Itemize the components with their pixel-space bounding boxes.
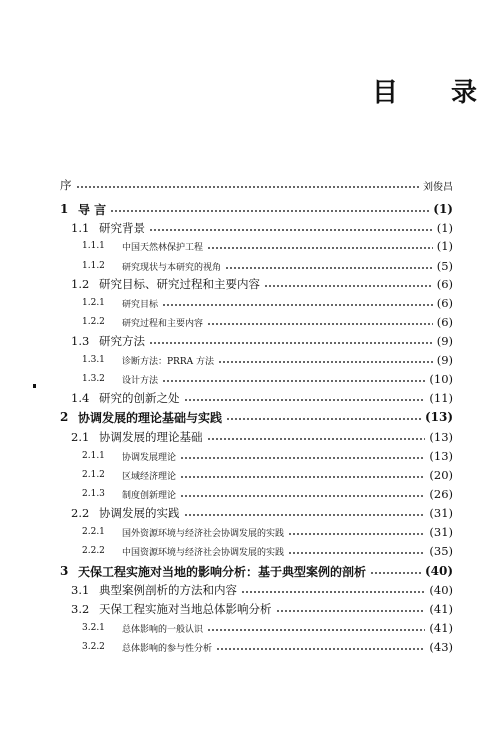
toc-entry-title: 设计方法 bbox=[122, 375, 159, 386]
toc-entry-title: 研究的创新之处 bbox=[99, 391, 180, 405]
toc-entry-page: (13) bbox=[429, 449, 453, 463]
toc-leader-dots bbox=[162, 304, 433, 306]
toc-leader-dots bbox=[226, 418, 421, 420]
toc-leader-dots bbox=[225, 267, 433, 269]
toc-entry-title: 研究过程和主要内容 bbox=[122, 318, 204, 329]
toc-entry-title: 总体影响的参与性分析 bbox=[122, 643, 213, 654]
toc-entry-title: 研究背景 bbox=[99, 221, 145, 235]
toc-entry-page: (6) bbox=[436, 296, 453, 310]
toc-entry-page: (9) bbox=[436, 353, 453, 367]
toc-entry bbox=[60, 562, 453, 580]
toc-entry-page: (11) bbox=[429, 391, 453, 405]
toc-leader-dots bbox=[162, 380, 425, 382]
toc-leader-dots bbox=[276, 610, 426, 612]
toc-entry bbox=[82, 447, 453, 465]
toc-entry bbox=[82, 257, 453, 275]
toc-entry bbox=[60, 200, 453, 218]
toc-entry-number: 1.1.1 bbox=[82, 241, 105, 251]
toc-leader-dots bbox=[264, 285, 433, 287]
toc-entry bbox=[71, 600, 453, 618]
toc-entry-title: 研究目标 bbox=[122, 299, 159, 310]
toc-entry-page: 刘俊昌 bbox=[423, 181, 453, 193]
toc-entry-page: (9) bbox=[436, 334, 453, 348]
toc-entry-number: 1.2.1 bbox=[82, 298, 105, 308]
toc-entry-number: 2 bbox=[60, 410, 69, 424]
toc-entry-page: (41) bbox=[429, 602, 453, 616]
toc-entry-number: 1.1.2 bbox=[82, 261, 105, 271]
toc-entry-title: 研究现状与本研究的视角 bbox=[122, 262, 222, 273]
toc-entry bbox=[71, 504, 453, 522]
toc-entry-title: 诊断方法：PRRA 方法 bbox=[122, 356, 214, 367]
toc-leader-dots bbox=[370, 572, 421, 574]
toc-entry-title: 序 bbox=[60, 178, 72, 192]
toc-leader-dots bbox=[184, 514, 426, 516]
toc-leader-dots bbox=[288, 533, 425, 535]
toc-entry-page: (13) bbox=[429, 430, 453, 444]
toc-entry-page: (10) bbox=[429, 372, 453, 386]
toc-entry-title: 研究目标、研究过程和主要内容 bbox=[99, 277, 260, 291]
toc-entry-page: (13) bbox=[424, 410, 453, 424]
toc-entry-title: 导 言 bbox=[78, 202, 107, 217]
toc-leader-dots bbox=[207, 323, 433, 325]
toc-entry-page: (1) bbox=[436, 239, 453, 253]
toc-entry-page: (20) bbox=[429, 468, 453, 482]
toc-entry-number: 2.1.3 bbox=[82, 489, 105, 499]
toc-entry-title: 研究方法 bbox=[99, 334, 145, 348]
toc-entry-number: 2.1.1 bbox=[82, 451, 105, 461]
toc-entry-title: 协调发展的理论基础与实践 bbox=[78, 410, 223, 425]
toc-entry bbox=[60, 408, 453, 426]
toc-entry-number: 3.2.2 bbox=[82, 642, 105, 652]
toc-entry-page: (31) bbox=[429, 525, 453, 539]
toc-entry bbox=[71, 219, 453, 237]
toc-entry bbox=[71, 389, 453, 407]
toc-entry-number: 1.2 bbox=[71, 277, 90, 291]
toc-leader-dots bbox=[241, 591, 425, 593]
toc-entry-title: 协调发展理论 bbox=[122, 452, 177, 463]
toc-leader-dots bbox=[110, 210, 429, 212]
toc-entry-page: (1) bbox=[433, 202, 453, 216]
toc-entry-number: 1 bbox=[60, 202, 69, 216]
toc-entry-number: 2.2 bbox=[71, 506, 90, 520]
toc-entry-page: (35) bbox=[429, 544, 453, 558]
toc-entry-page: (41) bbox=[429, 621, 453, 635]
toc-entry-number: 1.3 bbox=[71, 334, 90, 348]
toc-entry-number: 1.1 bbox=[71, 221, 90, 235]
toc-entry-page: (5) bbox=[436, 259, 453, 273]
toc-entry-page: (40) bbox=[429, 583, 453, 597]
toc-entry-title: 协调发展的实践 bbox=[99, 506, 180, 520]
toc-entry-page: (43) bbox=[429, 640, 453, 654]
toc-entry-number: 2.1.2 bbox=[82, 470, 105, 480]
toc-entry bbox=[71, 428, 453, 446]
toc-entry-title: 制度创新理论 bbox=[122, 490, 177, 501]
toc-entry bbox=[82, 619, 453, 637]
toc-entry bbox=[82, 523, 453, 541]
toc-entry-number: 2.2.1 bbox=[82, 527, 105, 537]
toc-entry bbox=[82, 313, 453, 331]
toc-leader-dots bbox=[180, 476, 425, 478]
toc-leader-dots bbox=[180, 457, 425, 459]
toc-entry-title: 天保工程实施对当地的影响分析：基于典型案例的剖析 bbox=[78, 564, 367, 579]
toc-entry-page: (1) bbox=[436, 221, 453, 235]
toc-leader-dots bbox=[76, 186, 420, 188]
toc-entry-number: 3.1 bbox=[71, 583, 90, 597]
toc-entry-title: 天保工程实施对当地总体影响分析 bbox=[99, 602, 272, 616]
toc-entry bbox=[82, 542, 453, 560]
toc-leader-dots bbox=[216, 648, 425, 650]
toc-entry-page: (31) bbox=[429, 506, 453, 520]
toc-entry-number: 1.2.2 bbox=[82, 317, 105, 327]
toc-leader-dots bbox=[180, 495, 425, 497]
toc-leader-dots bbox=[149, 342, 433, 344]
toc-entry bbox=[82, 638, 453, 656]
toc-entry-page: (26) bbox=[429, 487, 453, 501]
toc-leader-dots bbox=[149, 229, 433, 231]
toc-leader-dots bbox=[207, 247, 433, 249]
toc-entry bbox=[82, 370, 453, 388]
toc-entry-number: 3.2.1 bbox=[82, 623, 105, 633]
toc-entry-page: (40) bbox=[424, 564, 453, 578]
toc-entry-title: 区域经济理论 bbox=[122, 471, 177, 482]
toc-entry-number: 2.2.2 bbox=[82, 546, 105, 556]
toc-entry-title: 协调发展的理论基础 bbox=[99, 430, 203, 444]
toc-leader-dots bbox=[218, 361, 433, 363]
toc-entry-page: (6) bbox=[436, 277, 453, 291]
toc-entry-title: 中国资源环境与经济社会协调发展的实践 bbox=[122, 547, 285, 558]
toc-entry bbox=[82, 237, 453, 255]
toc-entry-title: 典型案例剖析的方法和内容 bbox=[99, 583, 237, 597]
toc-leader-dots bbox=[288, 552, 425, 554]
toc-leader-dots bbox=[207, 629, 425, 631]
toc-entry bbox=[71, 275, 453, 293]
toc-entry-number: 3 bbox=[60, 564, 69, 578]
toc-entry-number: 1.3.2 bbox=[82, 374, 105, 384]
toc-entry bbox=[82, 485, 453, 503]
toc-entry-page: (6) bbox=[436, 315, 453, 329]
toc-entry-number: 1.3.1 bbox=[82, 355, 105, 365]
toc-entry bbox=[60, 176, 453, 194]
toc-entry bbox=[71, 332, 453, 350]
toc-entry bbox=[82, 351, 453, 369]
toc-entry bbox=[82, 294, 453, 312]
toc-entry-number: 1.4 bbox=[71, 391, 90, 405]
toc-entry-number: 3.2 bbox=[71, 602, 90, 616]
toc-entry-title: 国外资源环境与经济社会协调发展的实践 bbox=[122, 528, 285, 539]
page-title: 目 录 bbox=[372, 78, 500, 108]
toc-entry-title: 中国天然林保护工程 bbox=[122, 242, 204, 253]
toc-entry-title: 总体影响的一般认识 bbox=[122, 624, 204, 635]
toc-entry bbox=[82, 466, 453, 484]
toc-leader-dots bbox=[184, 399, 426, 401]
toc-leader-dots bbox=[207, 438, 426, 440]
toc-entry bbox=[71, 581, 453, 599]
toc-entry-number: 2.1 bbox=[71, 430, 90, 444]
